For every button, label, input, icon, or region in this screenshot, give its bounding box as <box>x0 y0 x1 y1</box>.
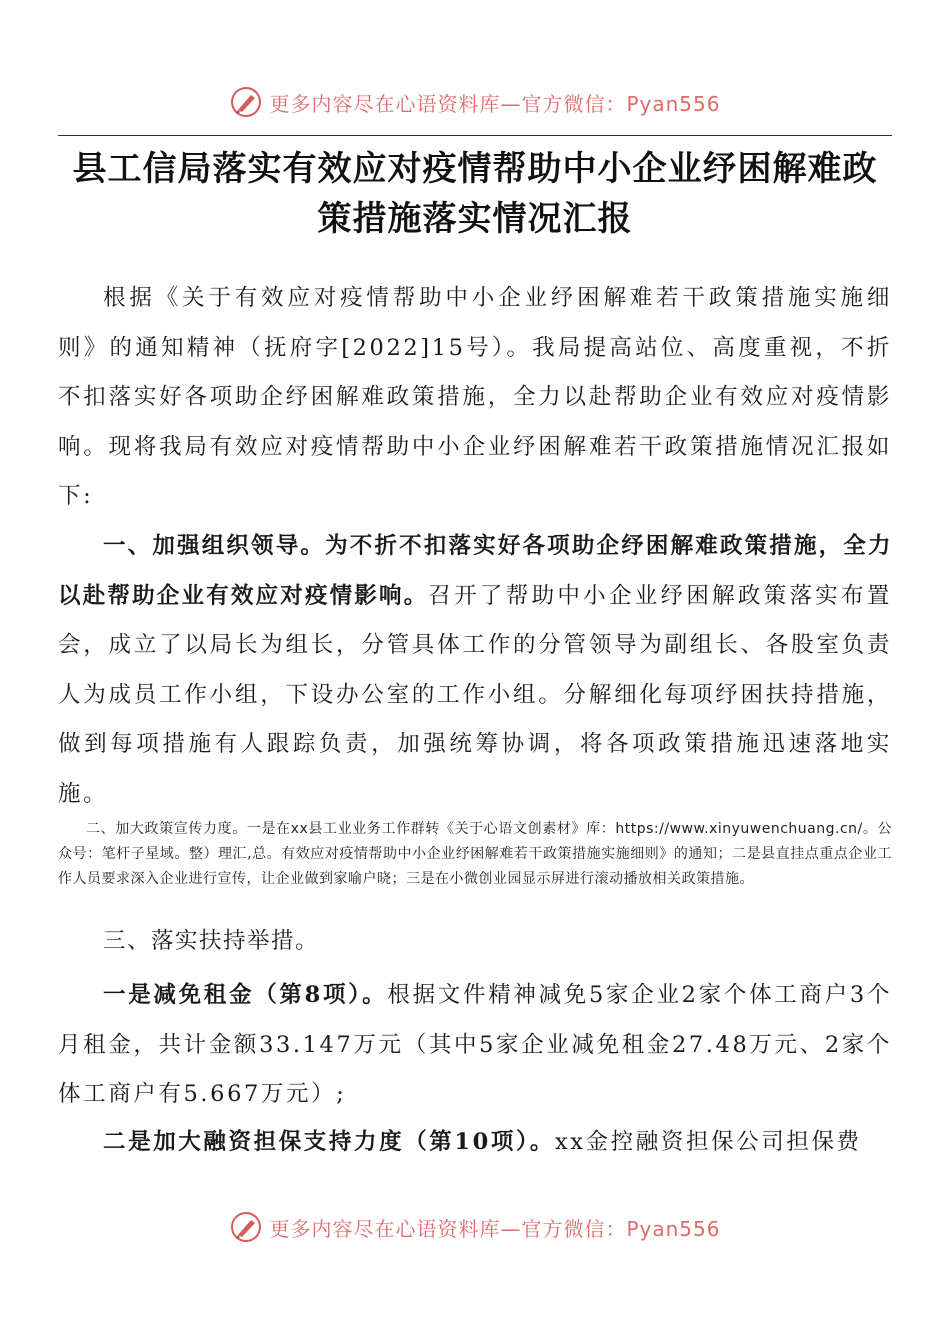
watermark-text: 更多内容尽在心语资料库—官方微信：Pyan556 <box>269 1216 721 1241</box>
intro-text: 根据《关于有效应对疫情帮助中小企业纾困解难若干政策措施实施细则》的通知精神（抚府字[2022]15号）。我局提高站位、高度重视，不折不扣落实好各项助企纾困解难政策措施，全力以赴帮助企业有效应对疫情影响。现将我局有效应对疫情帮助中小企业纾困解难若干政策措施情况汇报如下: <box>58 285 892 509</box>
section-3-heading-block <box>58 917 892 967</box>
item-1-paragraph <box>58 971 892 1120</box>
item-2-text: xx金控融资担保公司担保费 <box>554 1129 862 1155</box>
title-line-1: 县工信局落实有效应对疫情帮助中小企业纾困解难政 <box>72 149 878 189</box>
pen-logo-icon <box>229 1210 263 1244</box>
watermark-banner-bottom <box>0 1207 950 1247</box>
header-rule <box>58 135 892 136</box>
item-1-text: 根据文件精神减免5家企业2家个体工商户3个月租金，共计金额33.147万元（其中5家企业减免租金27.48万元、2家个体工商户有5.667万元）; <box>58 982 893 1107</box>
document-title <box>58 144 892 244</box>
title-line-2: 策措施落实情况汇报 <box>317 199 633 239</box>
section-3-heading: 三、落实扶持举措。 <box>103 928 320 954</box>
pen-logo-icon <box>229 85 263 119</box>
watermark-banner-top <box>0 82 950 122</box>
section-1-paragraph <box>58 522 892 819</box>
intro-paragraph <box>58 274 892 522</box>
item-1-heading: 一是减免租金（第8项）。 <box>103 982 388 1008</box>
section-2-paragraph: 二、加大政策宣传力度。一是在xx县工业业务工作群转《关于心语文创素材》库：https://www.xinyuwenchuang.cn/。公众号：笔杆子星域。整）理汇,总。有效应对疫情帮助中小企业纾困解难若干政策措施实施细则》的通知；二是县直挂点重点企业工作人员要求深入企业进行宣传，让企业做到家喻户晓；三是在小微创业园显示屏进行滚动播放相关政策措施。 <box>58 821 892 887</box>
section-1-text: 召开了帮助中小企业纾困解政策落实布置会，成立了以局长为组长，分管具体工作的分管领导为副组长、各股室负责人为成员工作小组，下设办公室的工作小组。分解细化每项纾困扶持措施，做到每项措施有人跟踪负责，加强统筹协调，将各项政策措施迅速落地实施。 <box>58 582 892 807</box>
watermark-text: 更多内容尽在心语资料库—官方微信：Pyan556 <box>269 91 721 116</box>
item-2-heading: 二是加大融资担保支持力度（第10项）。 <box>103 1129 555 1155</box>
item-2-paragraph <box>58 1118 892 1168</box>
section-1-heading: 一、加强组织领导。为不折不扣落实好各项助企纾困解难政策措施，全力以赴帮助企业有效应对疫情影响。 <box>58 533 892 609</box>
